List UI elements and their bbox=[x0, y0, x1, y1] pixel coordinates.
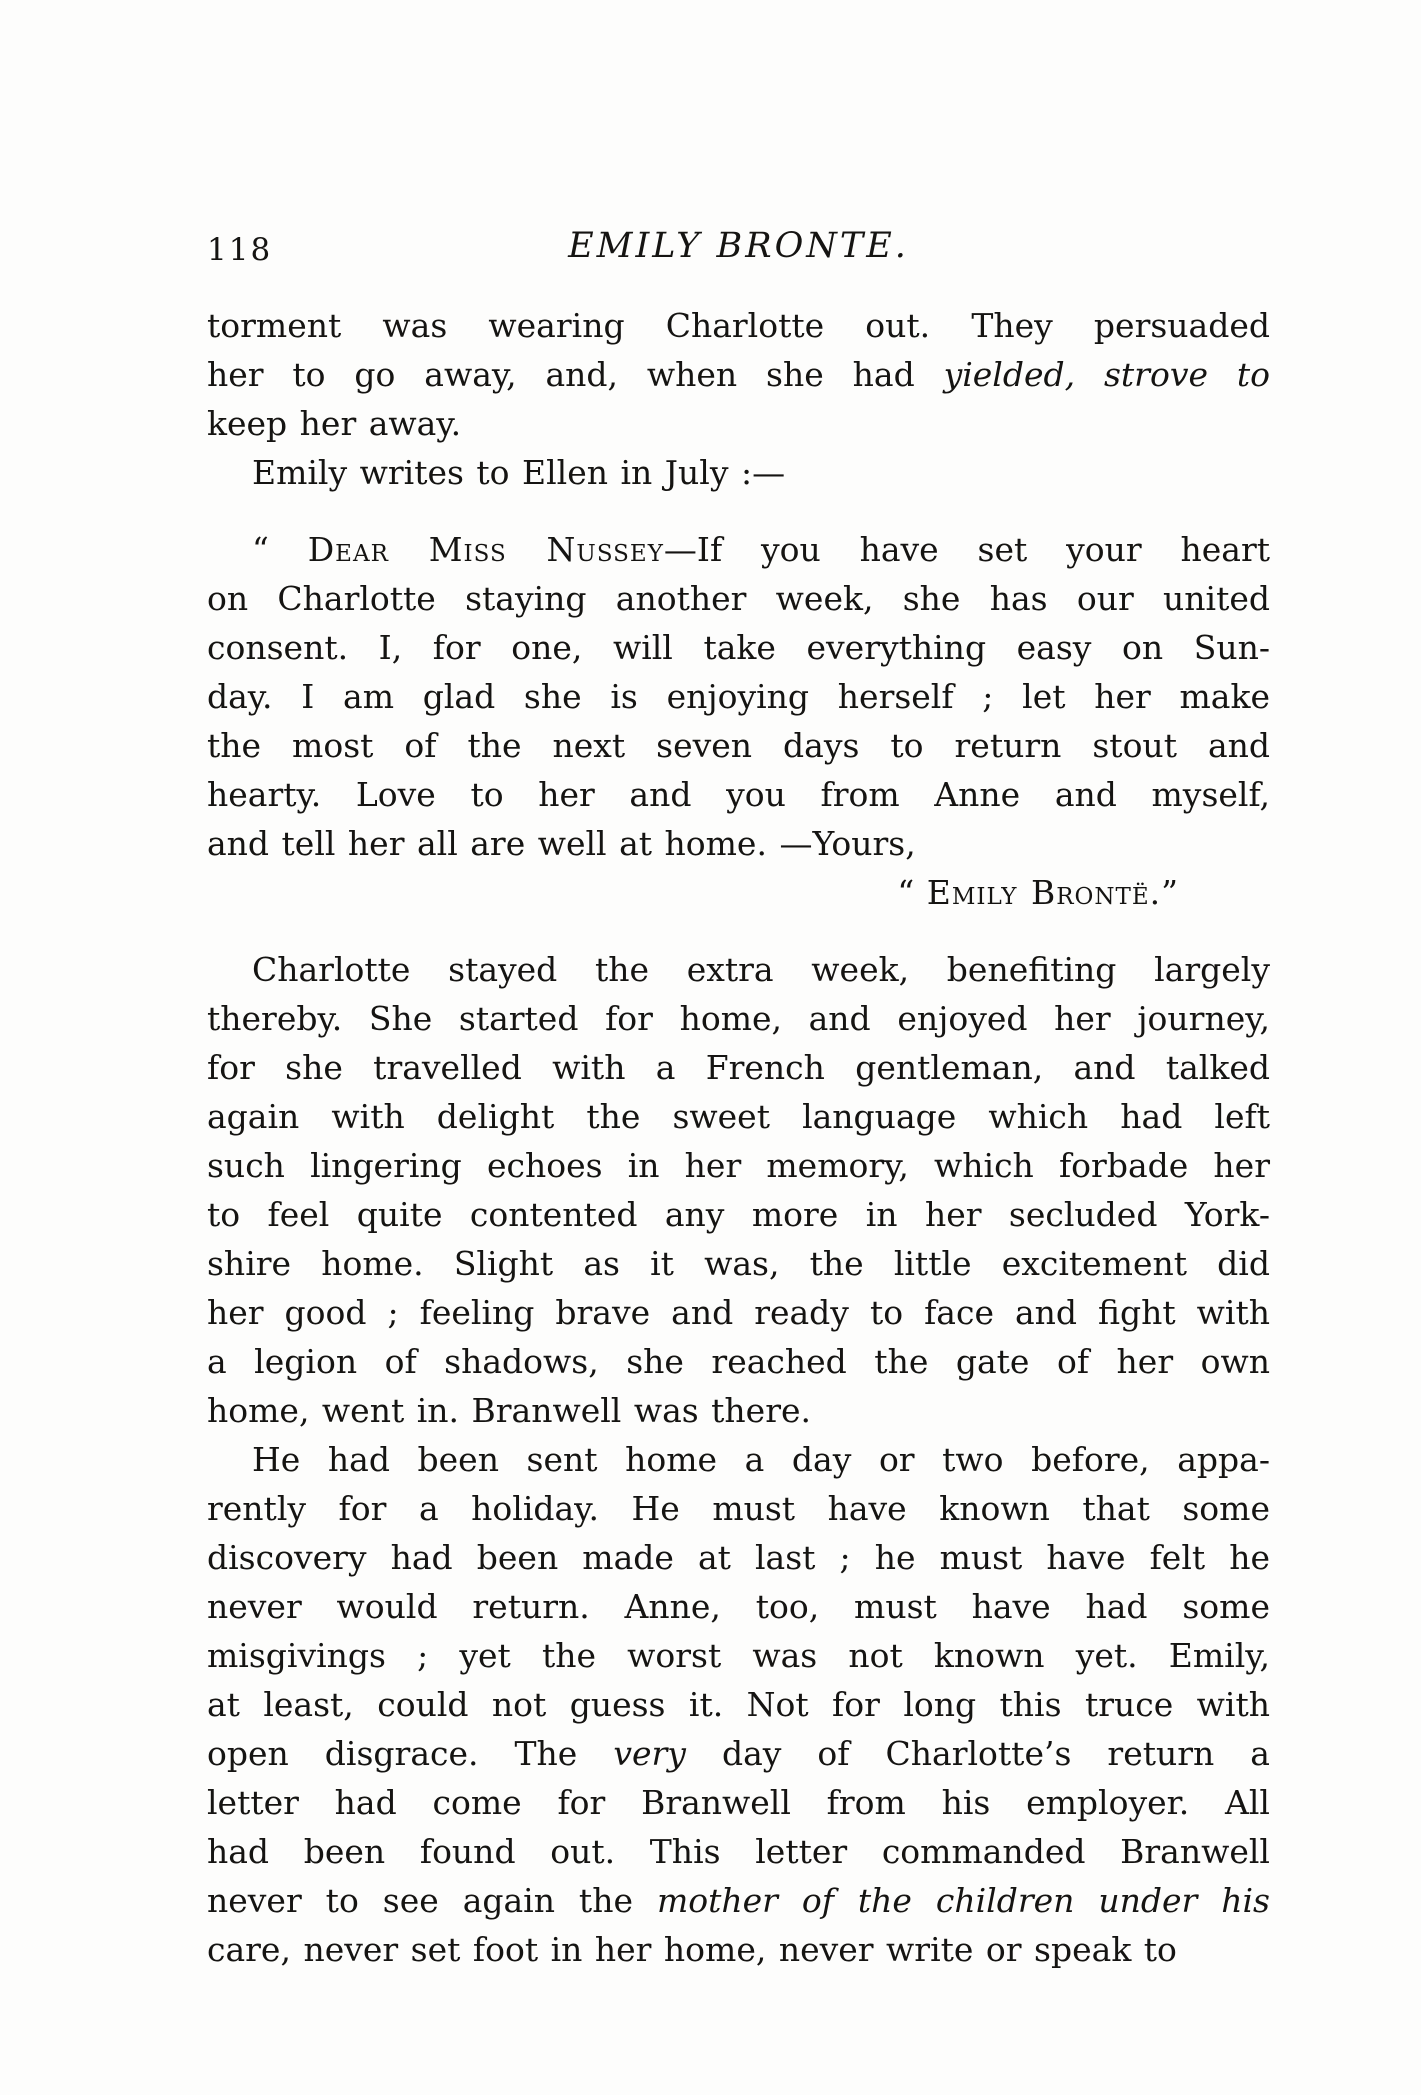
text-line bbox=[207, 1141, 1270, 1190]
text-segment: misgivings ; yet the worst was not known yet. Emily, bbox=[207, 1636, 1270, 1675]
italic-segment: very bbox=[613, 1734, 686, 1773]
text-segment: ” bbox=[1161, 873, 1178, 912]
italic-segment: yielded, strove to bbox=[943, 355, 1270, 394]
text-segment: care, never set foot in her home, never write or speak to bbox=[207, 1930, 1177, 1969]
text-line bbox=[207, 1729, 1270, 1778]
text-segment: her good ; feeling brave and ready to face and fight with bbox=[207, 1293, 1270, 1332]
text-segment: for she travelled with a French gentleman, and talked bbox=[207, 1048, 1270, 1087]
letter-signature bbox=[207, 868, 1270, 917]
text-segment: open disgrace. The bbox=[207, 1734, 614, 1773]
text-line bbox=[207, 1827, 1270, 1876]
text-segment: again with delight the sweet language which had left bbox=[207, 1097, 1270, 1136]
text-line bbox=[207, 1925, 1270, 1974]
text-line bbox=[207, 1484, 1270, 1533]
text-line bbox=[207, 1680, 1270, 1729]
text-line bbox=[207, 1533, 1270, 1582]
text-segment: thereby. She started for home, and enjoyed her journey, bbox=[207, 999, 1270, 1038]
text-line bbox=[207, 1876, 1270, 1925]
text-line bbox=[207, 1631, 1270, 1680]
text-segment: shire home. Slight as it was, the little excitement did bbox=[207, 1244, 1270, 1283]
text-line bbox=[207, 623, 1270, 672]
text-segment: rently for a holiday. He must have known that some bbox=[207, 1489, 1270, 1528]
text-segment: hearty. Love to her and you from Anne and myself, bbox=[207, 775, 1270, 814]
text-segment: He had been sent home a day or two before, appa- bbox=[252, 1440, 1270, 1479]
text-line bbox=[207, 994, 1270, 1043]
text-segment: Emily writes to Ellen in July :— bbox=[252, 453, 786, 492]
text-segment: home, went in. Branwell was there. bbox=[207, 1391, 811, 1430]
text-line bbox=[207, 1435, 1270, 1484]
text-segment: a legion of shadows, she reached the gate of her own bbox=[207, 1342, 1270, 1381]
text-line bbox=[207, 301, 1270, 350]
text-segment: at least, could not guess it. Not for long this truce with bbox=[207, 1685, 1270, 1724]
text-segment: never to see again the bbox=[207, 1881, 657, 1920]
text-segment: letter had come for Branwell from his employer. All bbox=[207, 1783, 1270, 1822]
text-line bbox=[207, 525, 1270, 574]
text-segment: had been found out. This letter commanded Branwell bbox=[207, 1832, 1270, 1871]
running-header: EMILY BRONTE. bbox=[568, 226, 909, 266]
text-segment: torment was wearing Charlotte out. They persuaded bbox=[207, 306, 1270, 345]
text-segment: on Charlotte staying another week, she has our united bbox=[207, 579, 1270, 618]
text-segment: such lingering echoes in her memory, which forbade her bbox=[207, 1146, 1270, 1185]
smallcaps-segment: Emily Brontë. bbox=[926, 873, 1162, 912]
intro-line bbox=[207, 448, 1270, 497]
text-line bbox=[207, 574, 1270, 623]
letter bbox=[207, 525, 1270, 868]
text-segment: discovery had been made at last ; he must have felt he bbox=[207, 1538, 1270, 1577]
text-segment: consent. I, for one, will take everything easy on Sun- bbox=[207, 628, 1270, 667]
text-line bbox=[207, 819, 1270, 868]
charlotte-return-paragraph bbox=[207, 945, 1270, 1435]
text-segment: the most of the next seven days to return stout and bbox=[207, 726, 1270, 765]
text-line bbox=[207, 1190, 1270, 1239]
text-segment: Charlotte stayed the extra week, benefiting largely bbox=[252, 950, 1270, 989]
text-line bbox=[207, 770, 1270, 819]
text-line bbox=[207, 1092, 1270, 1141]
text-segment: —If you have set your heart bbox=[663, 530, 1270, 569]
text-line bbox=[207, 399, 1270, 448]
italic-segment: mother of the children under his bbox=[656, 1881, 1270, 1920]
text-block bbox=[207, 301, 1270, 1974]
text-line bbox=[207, 350, 1270, 399]
text-line bbox=[207, 1043, 1270, 1092]
text-line bbox=[207, 1778, 1270, 1827]
text-segment: “ bbox=[897, 873, 927, 912]
text-segment: to feel quite contented any more in her secluded York- bbox=[207, 1195, 1270, 1234]
text-segment: and tell her all are well at home. —Yours, bbox=[207, 824, 916, 863]
text-segment: keep her away. bbox=[207, 404, 462, 443]
page-number: 118 bbox=[207, 232, 273, 268]
text-line bbox=[207, 1337, 1270, 1386]
branwell-paragraph bbox=[207, 1435, 1270, 1974]
text-segment: her to go away, and, when she had bbox=[207, 355, 944, 394]
text-line bbox=[207, 1582, 1270, 1631]
text-line bbox=[207, 448, 1270, 497]
text-line bbox=[207, 672, 1270, 721]
text-line bbox=[207, 868, 1270, 917]
running-head bbox=[207, 226, 1270, 276]
text-line bbox=[207, 1288, 1270, 1337]
text-segment: never would return. Anne, too, must have had some bbox=[207, 1587, 1270, 1626]
text-segment: “ bbox=[252, 530, 308, 569]
text-line bbox=[207, 1239, 1270, 1288]
opening-paragraph bbox=[207, 301, 1270, 448]
text-line bbox=[207, 721, 1270, 770]
text-segment: day. I am glad she is enjoying herself ; let her make bbox=[207, 677, 1270, 716]
text-segment: day of Charlotte’s return a bbox=[685, 1734, 1270, 1773]
text-line bbox=[207, 945, 1270, 994]
smallcaps-segment: Dear Miss Nussey bbox=[307, 530, 664, 569]
text-line bbox=[207, 1386, 1270, 1435]
